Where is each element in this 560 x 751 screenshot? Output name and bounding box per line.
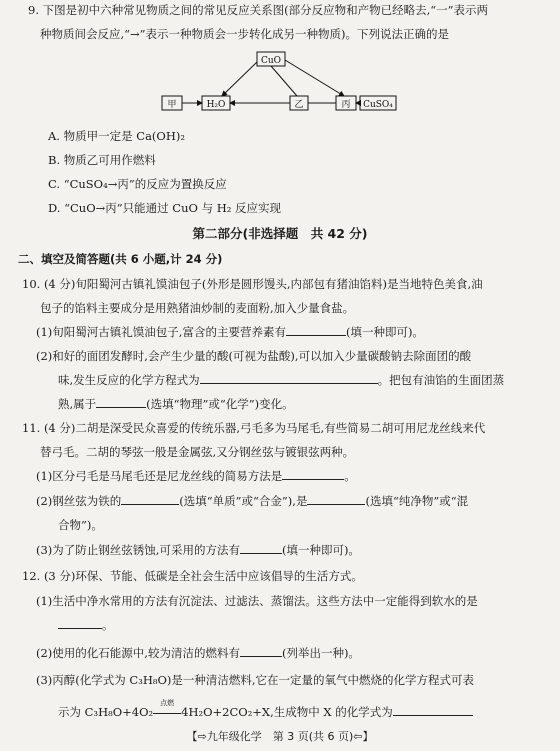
edge-cuo-yi [271,66,297,96]
edge-cuo-h2o [222,62,257,96]
page-footer: 【⇨九年级化学 第 3 页(共 6 页)⇦】 [186,730,374,743]
q11-sub2-line1: (2)钢丝弦为铁的 (选填“单质”或“合金”),是 (选填“纯净物”或“混 [36,494,469,508]
q10-stem-line2: 包子的馅料主要成分是用熟猪油炒制的麦面粉,加入少量食盐。 [40,301,355,315]
reaction-condition-arrow: 点燃 [153,704,181,720]
q10-sub2-line1: (2)和好的面团发酵时,会产生少量的酸(可视为盐酸),可以加入少量碳酸钠去除面团的酸 [36,349,472,363]
q12-sub1-line1: (1)生活中净水常用的方法有沉淀法、过滤法、蒸馏法。这些方法中一定能得到软水的是 [36,594,478,608]
edge-cuo-bing [285,60,344,96]
q10-sub1: (1)旬阳蜀河古镇礼馍油包子,富含的主要营养素有 (填一种即可)。 [36,325,424,339]
node-jia: 甲 [167,100,177,110]
q11-blank2[interactable] [121,493,179,505]
q10-blank2[interactable] [200,372,378,384]
q9-option-a: A. 物质甲一定是 Ca(OH)₂ [48,129,185,143]
q10-blank3[interactable] [96,396,146,408]
q11-sub3: (3)为了防止钢丝弦锈蚀,可采用的方法有 (填一种即可)。 [36,543,360,557]
q11-sub1: (1)区分弓毛是马尾毛还是尼龙丝线的简易方法是 。 [36,469,356,483]
q12-blank1[interactable] [58,617,102,629]
q9-option-b: B. 物质乙可用作燃料 [48,153,156,167]
q10-blank1[interactable] [286,324,346,336]
node-yi: 乙 [294,100,304,110]
q12-sub1-line2: 。 [58,617,114,633]
q11-sub2-line2: 合物”)。 [58,518,103,532]
q12-sub3-line1: (3)丙醇(化学式为 C₃H₈O)是一种清洁燃料,它在一定量的氧气中燃烧的化学方程式可表 [36,673,475,687]
q11-blank1[interactable] [282,468,344,480]
node-bing: 丙 [341,100,351,110]
q11-blank4[interactable] [240,542,282,554]
q12-stem: 12. (3 分)环保、节能、低碳是全社会生活中应该倡导的生活方式。 [22,569,363,583]
q10-stem-line1: 10. (4 分)旬阳蜀河古镇礼馍油包子(外形是圆形馒头,内部包有猪油馅料)是当地特色美食,油 [22,277,483,291]
node-cuso4: CuSO₄ [363,100,393,110]
q11-blank3[interactable] [307,493,365,505]
q11-stem-line2: 替弓毛。二胡的琴弦一般是金属弦,又分钢丝弦与镀银弦两种。 [40,445,355,459]
q9-stem-line1: 9. 下图是初中六种常见物质之间的常见反应关系图(部分反应物和产物已经略去,“一”表示两 [28,3,489,17]
q10-sub2-line2: 味,发生反应的化学方程式为 。把包有油馅的生面团蒸 [58,373,505,387]
q9-option-d: D. “CuO→丙”只能通过 CuO 与 H₂ 反应实现 [48,201,282,215]
q10-sub2-line3: 熟,属于 (选填“物理”或“化学”)变化。 [58,397,294,411]
q9-stem-line2: 种物质间会反应,“→”表示一种物质会一步转化成另一种物质)。下列说法正确的是 [40,27,450,41]
q12-sub2: (2)使用的化石能源中,较为清洁的燃料有 (列举出一种)。 [36,646,360,660]
q12-blank3[interactable] [393,704,473,716]
section2-title: 二、填空及简答题(共 6 小题,计 24 分) [18,252,223,266]
part2-title: 第二部分(非选择题 共 42 分) [192,226,368,241]
q9-reaction-diagram [150,50,410,122]
q12-sub3-line2: 示为 C₃H₈O+4O₂ 点燃 4H₂O+2CO₂+X,生成物中 X 的化学式为 [58,704,473,720]
q12-blank2[interactable] [240,645,282,657]
q11-stem-line1: 11. (4 分)二胡是深受民众喜爱的传统乐器,弓毛多为马尾毛,有些简易二胡可用尼龙丝线来代 [22,421,486,435]
node-cuo: CuO [260,56,282,66]
q9-option-c: C. “CuSO₄→丙”的反应为置换反应 [48,177,227,191]
node-h2o: H₂O [206,100,226,110]
